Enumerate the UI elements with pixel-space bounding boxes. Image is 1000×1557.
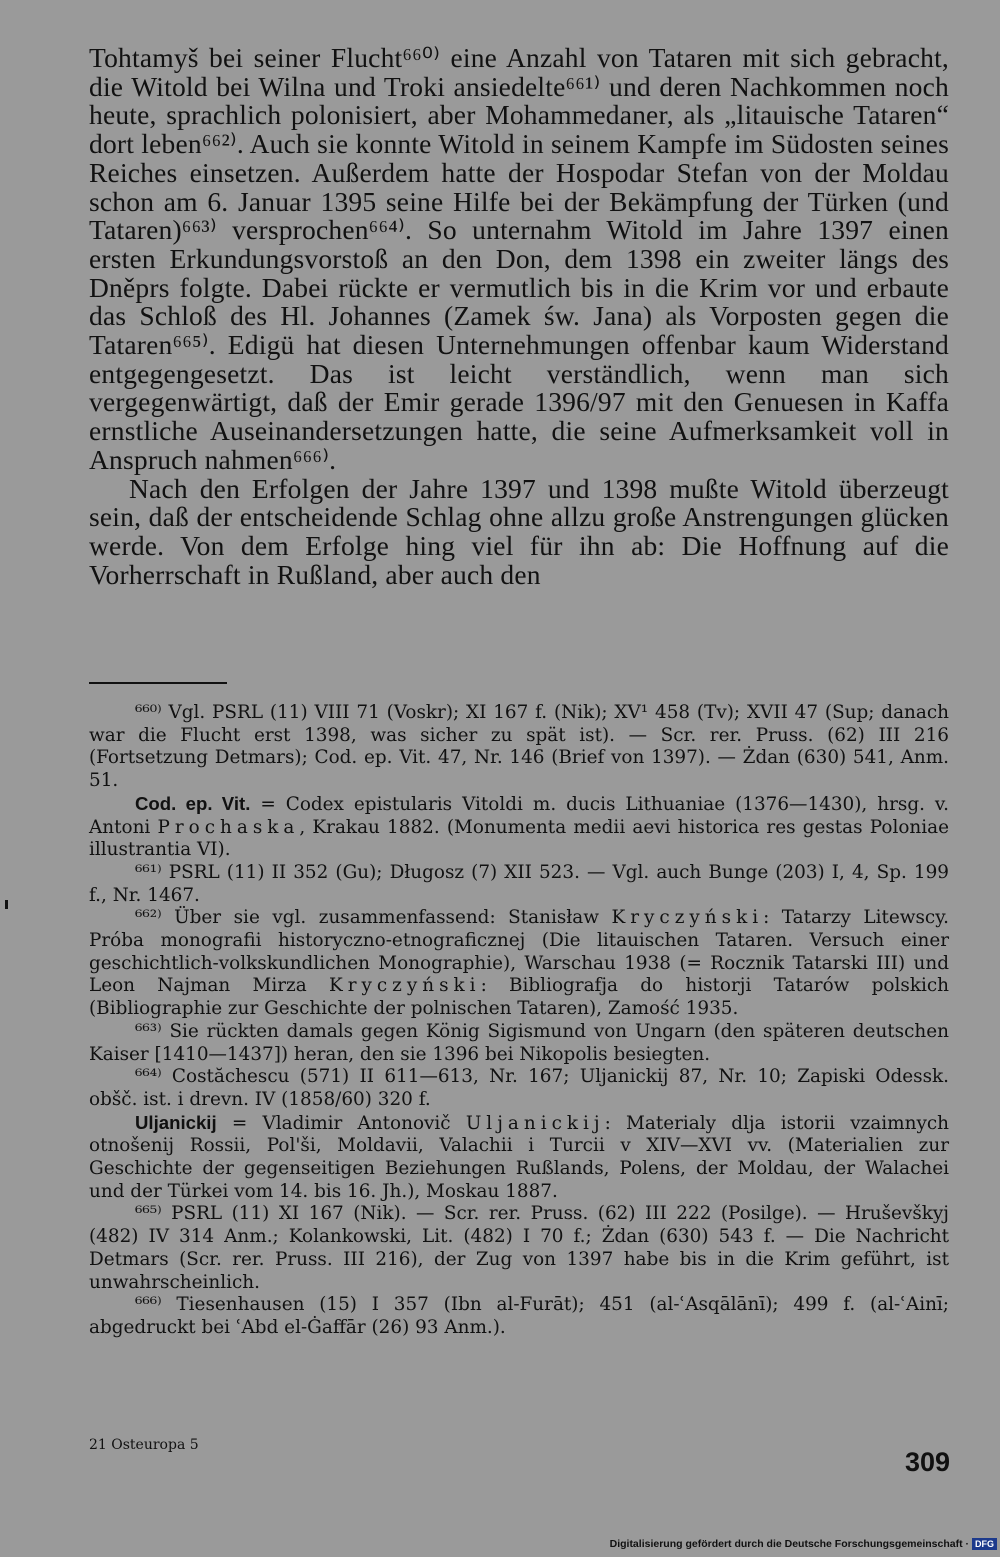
footnote-660: ⁶⁶⁰⁾ Vgl. PSRL (11) VIII 71 (Voskr); XI 167 f. (Nik); XV¹ 458 (Tv); XVII 47 (Sup; danach war die Flucht erst 1398, was sicher zu spät ist). — Scr. rer. Pruss. (62) III 216 (Fortsetzung Detmars); Cod. ep. Vit. 47, Nr. 146 (Brief von 1397). — Żdan (630) 541, Anm. 51.: [89, 702, 949, 792]
main-text: [89, 44, 949, 589]
abbreviation-uljanickij: Uljanickij = Vladimir Antonovič Uljanickij: Materialy dlja istorii vzaimnych otnošenij Rossii, Pol'ši, Moldavii, Valachii i Turcii v XIV—XVI vv. (Materialien zur Geschichte der gegenseitigen Beziehungen Rußlands, Polens, der Moldau, der Walachei und der Türkei vom 14. bis 16. Jh.), Moskau 1887.: [89, 1111, 949, 1202]
footnote-separator: [89, 682, 227, 684]
page-number: 309: [905, 1447, 951, 1477]
spaced-author-name: Uljanickij: [465, 1112, 605, 1134]
footnote-664: ⁶⁶⁴⁾ Costăchescu (571) II 611—613, Nr. 167; Uljanickij 87, Nr. 10; Zapiski Odessk. obšč. ist. i drevn. IV (1858/60) 320 f.: [89, 1066, 949, 1110]
abbreviation-cod-ep-vit: Cod. ep. Vit. = Codex epistularis Vitoldi m. ducis Lithuaniae (1376—1430), hrsg. v. Antoni Prochaska, Krakau 1882. (Monumenta medii aevi historica res gestas Poloniae illustrantia VI).: [89, 792, 949, 861]
credit-text: Digitalisierung gefördert durch die Deutsche Forschungsgemeinschaft ·: [609, 1538, 969, 1550]
footnotes: [89, 702, 949, 1340]
body-paragraph: Tohtamyš bei seiner Flucht⁶⁶⁰⁾ eine Anzahl von Tataren mit sich gebracht, die Witold bei Wilna und Troki ansiedelte⁶⁶¹⁾ und deren Nachkommen noch heute, sprachlich polonisiert, aber Mohammedaner, als „litauische Tataren“ dort leben⁶⁶²⁾. Auch sie konnte Witold in seinem Kampfe im Südosten seines Reiches einsetzen. Außerdem hatte der Hospodar Stefan von der Moldau schon am 6. Januar 1395 seine Hilfe bei der Bekämpfung der Türken (und Tataren)⁶⁶³⁾ versprochen⁶⁶⁴⁾. So unternahm Witold im Jahre 1397 einen ersten Erkundungsvorstoß an den Don, dem 1398 ein zweiter längs des Dněprs folgte. Dabei rückte er vermutlich bis in die Krim vor und erbaute das Schloß des Hl. Johannes (Zamek św. Jana) als Vorposten gegen die Tataren⁶⁶⁵⁾. Edigü hat diesen Unternehmungen offenbar kaum Widerstand entgegengesetzt. Das ist leicht verständlich, wenn man sich vergegenwärtigt, daß der Emir gerade 1396/97 mit den Genuesen in Kaffa ernstliche Auseinandersetzungen hatte, die seine Aufmerksamkeit voll in Anspruch nahmen⁶⁶⁶⁾.: [89, 42, 949, 475]
footnote-663: ⁶⁶³⁾ Sie rückten damals gegen König Sigismund von Ungarn (den späteren deutschen Kaiser [1410—1437]) heran, den sie 1396 bei Nikopolis besiegten.: [89, 1020, 949, 1065]
footnote-661: ⁶⁶¹⁾ PSRL (11) II 352 (Gu); Długosz (7) XII 523. — Vgl. auch Bunge (203) I, 4, Sp. 199 f., Nr. 1467.: [89, 861, 949, 906]
abbreviation-label: Cod. ep. Vit.: [135, 792, 251, 814]
footnote-665: ⁶⁶⁵⁾ PSRL (11) XI 167 (Nik). — Scr. rer. Pruss. (62) III 222 (Posilge). — Hruševškyj (482) IV 314 Anm.; Kolankowski, Lit. (482) I 70 f.; Żdan (630) 543 f. — Die Nachricht Detmars (Scr. rer. Pruss. III 216), der Zug von 1397 habe bis in die Krim geführt, ist unwahrscheinlich.: [89, 1203, 949, 1293]
spaced-author-name: Kryczyński: [611, 907, 764, 929]
spaced-author-name: Prochaska: [157, 816, 300, 838]
digitization-credit: [610, 1538, 997, 1550]
spaced-author-name: Kryczyński: [328, 975, 481, 997]
abbreviation-label: Uljanickij: [135, 1111, 217, 1133]
body-paragraph: Nach den Erfolgen der Jahre 1397 und 1398 mußte Witold überzeugt sein, daß der entscheidende Schlag ohne allzu große Anstrengungen glücken werde. Von dem Erfolge hing viel für ihn ab: Die Hoffnung auf die Vorherrschaft in Rußland, aber auch den: [89, 472, 949, 590]
printer-signature: 21 Osteuropa 5: [89, 1437, 199, 1453]
dfg-logo-icon: DFG: [972, 1538, 997, 1550]
footnote-662: ⁶⁶²⁾ Über sie vgl. zusammenfassend: Stanisław Kryczyński: Tatarzy Litewscy. Próba monografii historyczno-etnograficznej (Die litauischen Tataren. Versuch einer geschichtlich-volkskundlichen Monographie), Warschau 1938 (= Rocznik Tatarski III) und Leon Najman Mirza Kryczyński: Bibliografja do historji Tatarów polskich (Bibliographie zur Geschichte der polnischen Tataren), Zamość 1935.: [89, 907, 949, 1020]
footnote-666: ⁶⁶⁶⁾ Tiesenhausen (15) I 357 (Ibn al-Furāt); 451 (al-ʿAsqālānī); 499 f. (al-ʿAinī; abgedruckt bei ʿAbd el-Ġaffār (26) 93 Anm.).: [89, 1294, 949, 1338]
margin-mark: [5, 900, 8, 909]
